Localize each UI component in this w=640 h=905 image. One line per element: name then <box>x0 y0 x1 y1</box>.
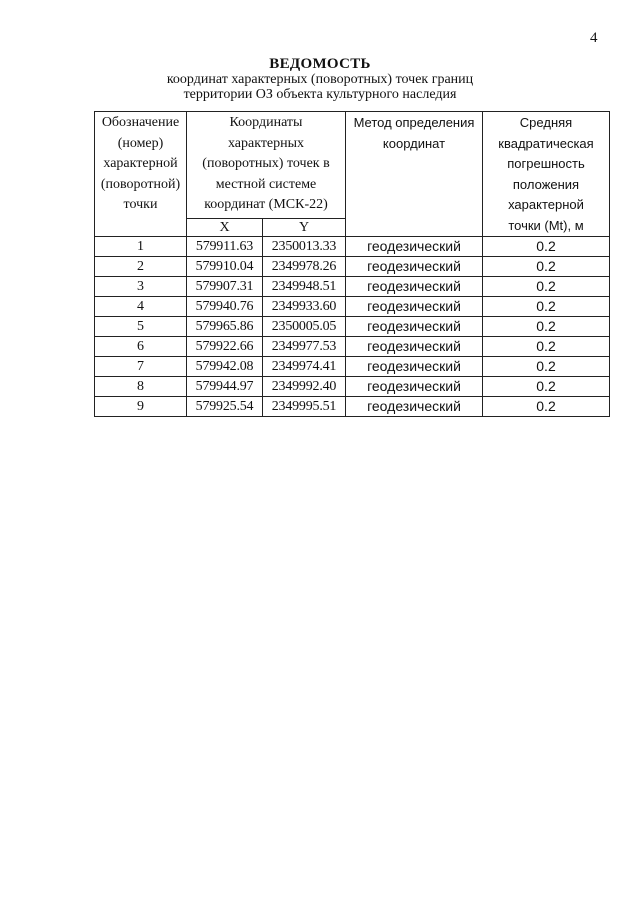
header-line: Обозначение <box>101 115 180 130</box>
cell-method: геодезический <box>346 377 483 397</box>
cell-method: геодезический <box>346 337 483 357</box>
cell-y-coordinate: 2350013.33 <box>263 237 346 257</box>
document-title: ВЕДОМОСТЬ <box>269 56 371 72</box>
cell-point-number: 1 <box>95 237 187 257</box>
header-line: погрешность <box>507 156 585 171</box>
header-line: точки (Mt), м <box>508 217 584 233</box>
header-line: характерной <box>103 156 178 171</box>
header-line: характерной <box>508 197 584 212</box>
header-line: квадратическая <box>498 135 594 151</box>
cell-error: 0.2 <box>483 297 610 317</box>
cell-error: 0.2 <box>483 317 610 337</box>
cell-point-number: 3 <box>95 277 187 297</box>
header-line: (поворотной) <box>100 176 181 192</box>
table-row <box>95 297 610 317</box>
header-line: (поворотных) точек в <box>202 156 330 171</box>
cell-error: 0.2 <box>483 277 610 297</box>
header-method <box>346 112 483 237</box>
cell-y-coordinate: 2349974.41 <box>263 357 346 377</box>
cell-y-coordinate: 2349978.26 <box>263 257 346 277</box>
cell-method: геодезический <box>346 397 483 417</box>
cell-method: геодезический <box>346 297 483 317</box>
header-line: Координаты <box>229 115 303 130</box>
table-row <box>95 357 610 377</box>
header-x: X <box>187 218 263 236</box>
header-line: местной системе <box>215 176 317 192</box>
page-number: 4 <box>590 30 598 46</box>
table-header <box>95 112 610 237</box>
table-body <box>95 237 610 417</box>
header-y: Y <box>263 218 346 236</box>
cell-x-coordinate: 579925.54 <box>187 397 263 417</box>
cell-point-number: 2 <box>95 257 187 277</box>
document-subtitle-line-1: координат характерных (поворотных) точек границ <box>166 72 474 87</box>
cell-x-coordinate: 579922.66 <box>187 337 263 357</box>
header-line: координат <box>382 135 446 151</box>
table-row <box>95 237 610 257</box>
header-line: координат (МСК-22) <box>204 197 328 212</box>
cell-x-coordinate: 579942.08 <box>187 357 263 377</box>
header-line: характерных <box>227 135 305 151</box>
cell-method: геодезический <box>346 357 483 377</box>
coordinates-table <box>94 111 610 417</box>
header-line: Метод определения <box>353 115 475 130</box>
cell-error: 0.2 <box>483 257 610 277</box>
cell-method: геодезический <box>346 317 483 337</box>
cell-point-number: 4 <box>95 297 187 317</box>
table-row <box>95 337 610 357</box>
header-line: точки <box>123 197 158 212</box>
cell-method: геодезический <box>346 237 483 257</box>
cell-x-coordinate: 579911.63 <box>187 237 263 257</box>
cell-method: геодезический <box>346 277 483 297</box>
document-heading <box>0 57 640 102</box>
table-row <box>95 257 610 277</box>
header-line: Средняя <box>519 115 573 130</box>
cell-error: 0.2 <box>483 377 610 397</box>
cell-point-number: 5 <box>95 317 187 337</box>
header-coordinates <box>187 112 346 219</box>
cell-x-coordinate: 579907.31 <box>187 277 263 297</box>
cell-y-coordinate: 2349992.40 <box>263 377 346 397</box>
cell-point-number: 9 <box>95 397 187 417</box>
table-row <box>95 317 610 337</box>
cell-error: 0.2 <box>483 237 610 257</box>
document-subtitle-line-2: территории ОЗ объекта культурного наследия <box>183 87 457 102</box>
cell-x-coordinate: 579910.04 <box>187 257 263 277</box>
header-error <box>483 112 610 237</box>
cell-x-coordinate: 579965.86 <box>187 317 263 337</box>
table-row <box>95 397 610 417</box>
cell-method: геодезический <box>346 257 483 277</box>
cell-y-coordinate: 2349977.53 <box>263 337 346 357</box>
cell-point-number: 8 <box>95 377 187 397</box>
header-line: положения <box>512 176 580 192</box>
cell-point-number: 6 <box>95 337 187 357</box>
cell-y-coordinate: 2349933.60 <box>263 297 346 317</box>
header-line: (номер) <box>117 135 164 151</box>
cell-x-coordinate: 579944.97 <box>187 377 263 397</box>
cell-error: 0.2 <box>483 397 610 417</box>
cell-x-coordinate: 579940.76 <box>187 297 263 317</box>
cell-y-coordinate: 2349948.51 <box>263 277 346 297</box>
cell-y-coordinate: 2350005.05 <box>263 317 346 337</box>
table-row <box>95 377 610 397</box>
cell-error: 0.2 <box>483 337 610 357</box>
cell-y-coordinate: 2349995.51 <box>263 397 346 417</box>
cell-point-number: 7 <box>95 357 187 377</box>
header-designation <box>95 112 187 237</box>
table-row <box>95 277 610 297</box>
cell-error: 0.2 <box>483 357 610 377</box>
